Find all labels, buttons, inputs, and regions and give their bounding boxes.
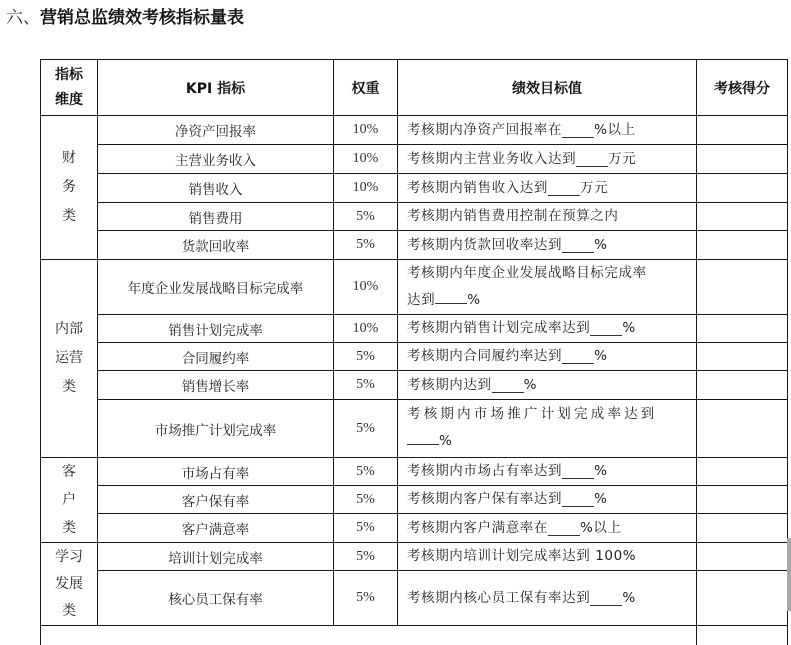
score-cell[interactable] bbox=[696, 570, 788, 625]
fill-in-blank bbox=[435, 289, 467, 304]
fill-in-blank bbox=[562, 238, 594, 253]
target-text: 达到 bbox=[407, 292, 436, 308]
dimension-line: 类 bbox=[62, 208, 76, 224]
dimension-line: 类 bbox=[62, 520, 76, 536]
fill-in-blank bbox=[576, 152, 608, 167]
dimension-learning-growth bbox=[40, 542, 97, 625]
header-score: 考核得分 bbox=[696, 59, 788, 115]
target-suffix: % bbox=[622, 589, 636, 606]
fill-in-blank bbox=[548, 521, 580, 536]
score-cell[interactable] bbox=[696, 342, 788, 370]
target-suffix: % bbox=[594, 463, 608, 479]
target-suffix: % bbox=[594, 236, 608, 253]
dimension-line: 内部 bbox=[55, 321, 83, 337]
dimension-line: 客 bbox=[62, 464, 76, 480]
weight-cell: 10% bbox=[333, 259, 397, 314]
summary-cell bbox=[40, 625, 696, 645]
target-cell bbox=[397, 399, 696, 457]
weight-cell: 10% bbox=[333, 144, 397, 173]
weight-cell: 5% bbox=[333, 513, 397, 542]
header-target: 绩效目标值 bbox=[397, 59, 696, 115]
kpi-cell: 客户满意率 bbox=[97, 513, 333, 542]
kpi-cell: 销售费用 bbox=[97, 202, 333, 230]
dimension-customer bbox=[40, 457, 97, 542]
target-text: 考核期内年度企业发展战略目标完成率 bbox=[407, 265, 647, 281]
weight-cell: 5% bbox=[333, 457, 397, 485]
score-cell[interactable] bbox=[696, 230, 788, 259]
kpi-cell: 主营业务收入 bbox=[97, 144, 333, 173]
dimension-internal-operations bbox=[40, 259, 97, 457]
target-text: 考核期内销售计划完成率达到 bbox=[407, 320, 591, 336]
target-cell bbox=[397, 173, 696, 202]
target-cell bbox=[397, 485, 696, 513]
target-suffix: % bbox=[523, 376, 538, 393]
kpi-cell: 销售收入 bbox=[97, 173, 333, 202]
target-text: 考核期内核心员工保有率达到 bbox=[407, 589, 591, 606]
kpi-cell: 市场推广计划完成率 bbox=[97, 399, 333, 457]
target-cell bbox=[397, 513, 696, 542]
dimension-line: 务 bbox=[62, 179, 76, 195]
header-weight: 权重 bbox=[333, 59, 397, 115]
kpi-cell: 合同履约率 bbox=[97, 342, 333, 370]
score-cell[interactable] bbox=[696, 542, 788, 570]
target-suffix: % bbox=[594, 491, 608, 507]
target-text: 考核期内净资产回报率在 bbox=[407, 121, 563, 138]
target-cell bbox=[397, 144, 696, 173]
kpi-cell: 年度企业发展战略目标完成率 bbox=[97, 259, 333, 314]
target-cell bbox=[397, 570, 696, 625]
target-text: 考核期内主营业务收入达到 bbox=[407, 150, 577, 167]
weight-cell: 10% bbox=[333, 115, 397, 144]
score-cell[interactable] bbox=[696, 485, 788, 513]
header-dimension-line1: 指标 bbox=[55, 66, 83, 83]
section-title-text: 营销总监绩效考核指标量表 bbox=[40, 8, 244, 28]
weight-cell: 10% bbox=[333, 314, 397, 342]
score-cell[interactable] bbox=[696, 370, 788, 399]
dimension-line: 户 bbox=[62, 492, 76, 508]
weight-cell: 5% bbox=[333, 399, 397, 457]
header-kpi: KPI 指标 bbox=[97, 59, 333, 115]
fill-in-blank bbox=[562, 492, 594, 507]
weight-cell: 5% bbox=[333, 230, 397, 259]
score-cell[interactable] bbox=[696, 144, 788, 173]
kpi-cell: 核心员工保有率 bbox=[97, 570, 333, 625]
header-dimension-line2: 维度 bbox=[55, 91, 83, 108]
weight-cell: 10% bbox=[333, 173, 397, 202]
target-cell bbox=[397, 230, 696, 259]
dimension-line: 类 bbox=[62, 379, 76, 395]
score-cell[interactable] bbox=[696, 259, 788, 314]
target-cell bbox=[397, 259, 696, 314]
target-suffix: % bbox=[594, 348, 608, 364]
dimension-line: 发展 bbox=[55, 575, 83, 592]
target-cell bbox=[397, 370, 696, 399]
dimension-line: 财 bbox=[62, 150, 76, 166]
weight-cell: 5% bbox=[333, 570, 397, 625]
weight-cell: 5% bbox=[333, 485, 397, 513]
fill-in-blank bbox=[562, 464, 594, 479]
dimension-finance bbox=[40, 115, 97, 259]
score-cell[interactable] bbox=[696, 457, 788, 485]
header-dimension bbox=[40, 59, 97, 115]
score-cell[interactable] bbox=[696, 399, 788, 457]
fill-in-blank bbox=[590, 591, 622, 606]
summary-score-cell[interactable] bbox=[696, 625, 788, 645]
target-suffix: % bbox=[439, 433, 456, 449]
target-cell bbox=[397, 314, 696, 342]
target-text: 考核期内达到 bbox=[407, 376, 492, 393]
target-line-2 bbox=[407, 287, 688, 314]
kpi-cell: 培训计划完成率 bbox=[97, 542, 333, 570]
fill-in-blank bbox=[562, 123, 594, 138]
fill-in-blank bbox=[407, 430, 439, 445]
kpi-cell: 销售计划完成率 bbox=[97, 314, 333, 342]
fill-in-blank bbox=[548, 181, 580, 196]
kpi-cell: 销售增长率 bbox=[97, 370, 333, 399]
target-text: 考核期内客户保有率达到 bbox=[407, 491, 563, 507]
target-line-2 bbox=[407, 428, 688, 455]
kpi-cell: 市场占有率 bbox=[97, 457, 333, 485]
fill-in-blank bbox=[562, 349, 594, 364]
dimension-line: 类 bbox=[62, 602, 76, 619]
target-text: 考核期内客户满意率在 bbox=[407, 519, 548, 536]
target-suffix: %以上 bbox=[580, 519, 622, 536]
score-cell[interactable] bbox=[696, 314, 788, 342]
target-text: 考核期内销售收入达到 bbox=[407, 179, 548, 196]
weight-cell: 5% bbox=[333, 202, 397, 230]
target-suffix: % bbox=[467, 292, 481, 308]
target-text: 考核期内货款回收率达到 bbox=[407, 236, 563, 253]
weight-cell: 5% bbox=[333, 370, 397, 399]
score-cell[interactable] bbox=[696, 115, 788, 144]
kpi-cell: 净资产回报率 bbox=[97, 115, 333, 144]
dimension-line: 学习 bbox=[55, 548, 83, 565]
weight-cell: 5% bbox=[333, 342, 397, 370]
score-cell[interactable] bbox=[696, 173, 788, 202]
target-text: 考核期内培训计划完成率达到 100% bbox=[407, 548, 637, 564]
dimension-line: 运营 bbox=[55, 350, 83, 366]
target-suffix: %以上 bbox=[594, 121, 636, 138]
target-cell bbox=[397, 542, 696, 570]
target-cell bbox=[397, 115, 696, 144]
section-number: 六、 bbox=[6, 8, 40, 28]
weight-cell: 5% bbox=[333, 542, 397, 570]
score-cell[interactable] bbox=[696, 202, 788, 230]
target-suffix: 万元 bbox=[580, 179, 609, 196]
target-cell bbox=[397, 457, 696, 485]
target-text: 考核期内销售费用控制在预算之内 bbox=[407, 208, 619, 224]
target-cell bbox=[397, 202, 696, 230]
target-text: 考核期内市场推广计划完成率达到 bbox=[407, 406, 658, 422]
score-cell[interactable] bbox=[696, 513, 788, 542]
kpi-cell: 货款回收率 bbox=[97, 230, 333, 259]
target-text: 考核期内市场占有率达到 bbox=[407, 463, 563, 479]
fill-in-blank bbox=[590, 321, 622, 336]
target-suffix: % bbox=[622, 320, 636, 336]
target-suffix: 万元 bbox=[608, 150, 637, 167]
target-text: 考核期内合同履约率达到 bbox=[407, 348, 563, 364]
target-cell bbox=[397, 342, 696, 370]
kpi-cell: 客户保有率 bbox=[97, 485, 333, 513]
fill-in-blank bbox=[492, 378, 524, 393]
scrollbar-thumb[interactable] bbox=[787, 538, 791, 611]
